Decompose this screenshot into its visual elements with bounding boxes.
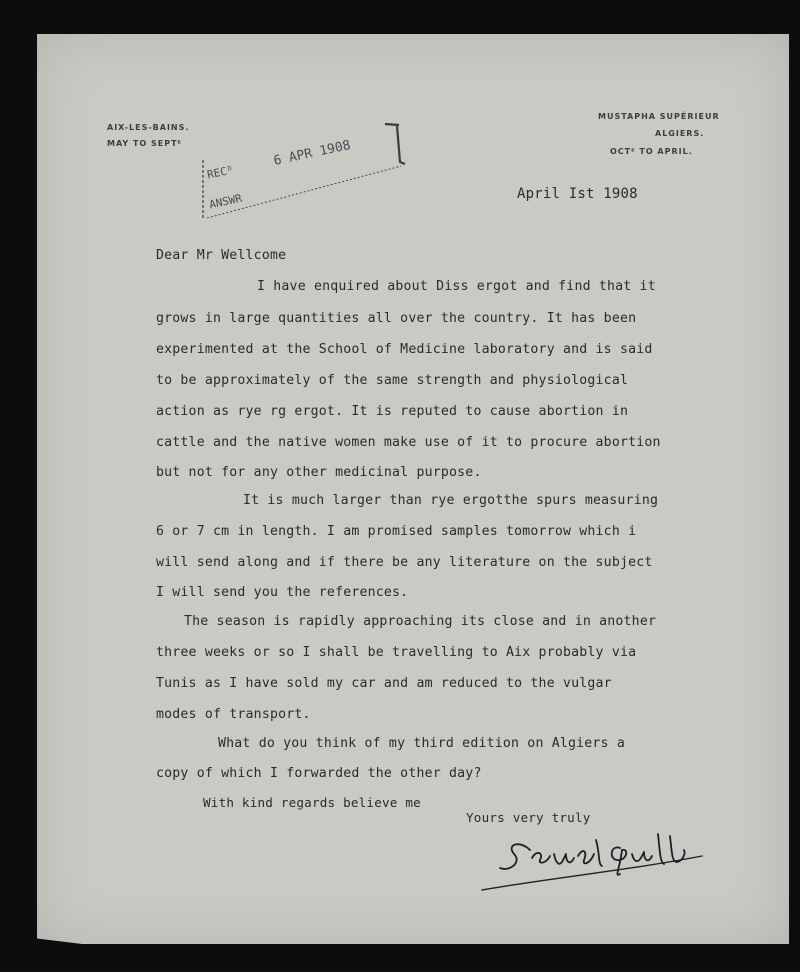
- letterhead-right-line2: ALGIERS.: [655, 129, 705, 138]
- body-line: cattle and the native women make use of it to procure abortion: [156, 435, 661, 450]
- body-line: will send along and if there be any literature on the subject: [156, 555, 653, 570]
- body-line: The season is rapidly approaching its close and in another: [184, 614, 657, 629]
- body-line: 6 or 7 cm in length. I am promised samples tomorrow which i: [156, 524, 637, 539]
- letterhead-left-line2: MAY TO SEPTᴱ: [107, 139, 182, 148]
- stamp-answered-label: ANSWR: [208, 191, 244, 212]
- body-line: I have enquired about Diss ergot and find that it: [257, 279, 656, 294]
- body-line: copy of which I forwarded the other day?: [156, 766, 482, 781]
- body-line: What do you think of my third edition on Algiers a: [218, 736, 625, 751]
- body-line: three weeks or so I shall be travelling to Aix probably via: [156, 645, 637, 660]
- body-line: to be approximately of the same strength and physiological: [156, 373, 629, 388]
- letterhead-left-line1: AIX-LES-BAINS.: [107, 123, 190, 132]
- letterhead-right-line3: OCTᴱ TO APRIL.: [610, 147, 693, 156]
- stamp-date: 6 APR 1908: [272, 138, 352, 169]
- body-line: experimented at the School of Medicine laboratory and is said: [156, 342, 653, 357]
- letterhead-right-line1: MUSTAPHA SUPÉRIEUR: [598, 112, 720, 121]
- body-line: grows in large quantities all over the country. It has been: [156, 311, 637, 326]
- signature: [470, 828, 730, 898]
- body-line: modes of transport.: [156, 707, 311, 722]
- received-stamp: [195, 120, 415, 220]
- body-line: Tunis as I have sold my car and am reduced to the vulgar: [156, 676, 612, 691]
- stamp-received-label: RECᴰ: [205, 163, 235, 182]
- body-line: but not for any other medicinal purpose.: [156, 465, 482, 480]
- body-line: action as rye rg ergot. It is reputed to cause abortion in: [156, 404, 629, 419]
- body-line: I will send you the references.: [156, 585, 409, 600]
- letter-date: April Ist 1908: [517, 186, 638, 202]
- body-line: It is much larger than rye ergotthe spurs measuring: [243, 493, 659, 508]
- salutation: Dear Mr Wellcome: [156, 248, 287, 263]
- body-line: With kind regards believe me: [203, 795, 421, 810]
- closing: Yours very truly: [466, 810, 591, 825]
